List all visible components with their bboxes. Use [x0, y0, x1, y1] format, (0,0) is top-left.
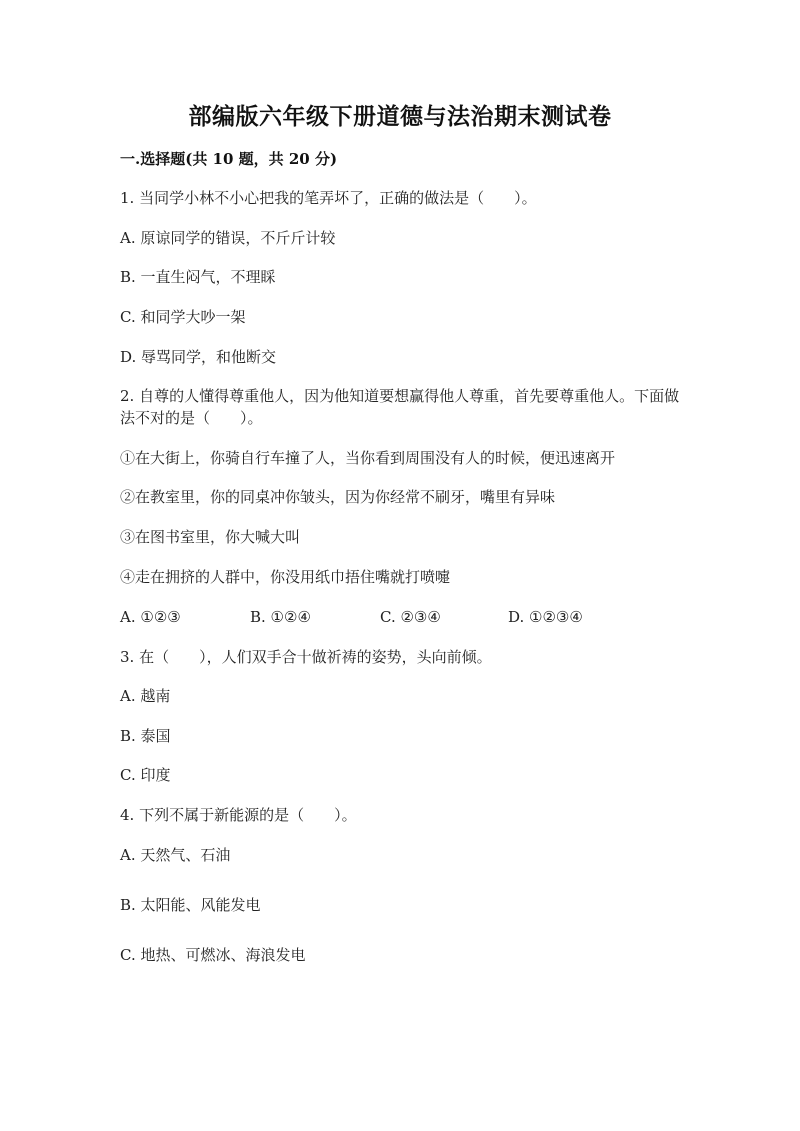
- question-3-option-c[interactable]: C. 印度: [120, 766, 171, 784]
- question-4-option-a[interactable]: A. 天然气、石油: [120, 846, 231, 864]
- section-heading: 一.选择题(共 10 题，共 20 分): [120, 150, 338, 168]
- question-2-statement-3: ③在图书室里，你大喊大叫: [120, 528, 301, 546]
- question-2-option-d[interactable]: D. ①②③④: [508, 608, 583, 626]
- question-1-stem: 1. 当同学小林不小心把我的笔弄坏了，正确的做法是（ ）。: [120, 189, 537, 207]
- question-2-statement-4: ④走在拥挤的人群中，你没用纸巾捂住嘴就打喷嚏: [120, 568, 451, 586]
- question-1-option-a[interactable]: A. 原谅同学的错误，不斤斤计较: [120, 229, 336, 247]
- question-3-option-b[interactable]: B. 泰国: [120, 727, 171, 745]
- question-2-option-b[interactable]: B. ①②④: [250, 608, 311, 626]
- question-2-option-a[interactable]: A. ①②③: [120, 608, 181, 626]
- page-title: 部编版六年级下册道德与法治期末测试卷: [188, 103, 612, 130]
- question-2-statement-1: ①在大街上，你骑自行车撞了人，当你看到周围没有人的时候，便迅速离开: [120, 449, 616, 467]
- question-1-option-b[interactable]: B. 一直生闷气，不理睬: [120, 268, 276, 286]
- question-1-option-c[interactable]: C. 和同学大吵一架: [120, 308, 246, 326]
- question-4-stem: 4. 下列不属于新能源的是（ ）。: [120, 806, 357, 824]
- question-4-option-c[interactable]: C. 地热、可燃冰、海浪发电: [120, 946, 306, 964]
- question-2-stem: 2. 自尊的人懂得尊重他人，因为他知道要想赢得他人尊重，首先要尊重他人。下面做法不对的是（ ）。: [120, 387, 680, 427]
- question-3-stem: 3. 在（ ），人们双手合十做祈祷的姿势，头向前倾。: [120, 648, 492, 666]
- question-4-option-b[interactable]: B. 太阳能、风能发电: [120, 896, 261, 914]
- question-2-option-c[interactable]: C. ②③④: [380, 608, 441, 626]
- question-3-option-a[interactable]: A. 越南: [120, 687, 171, 705]
- question-2-statement-2: ②在教室里，你的同桌冲你皱头，因为你经常不刷牙，嘴里有异味: [120, 488, 556, 506]
- question-1-option-d[interactable]: D. 辱骂同学，和他断交: [120, 348, 277, 366]
